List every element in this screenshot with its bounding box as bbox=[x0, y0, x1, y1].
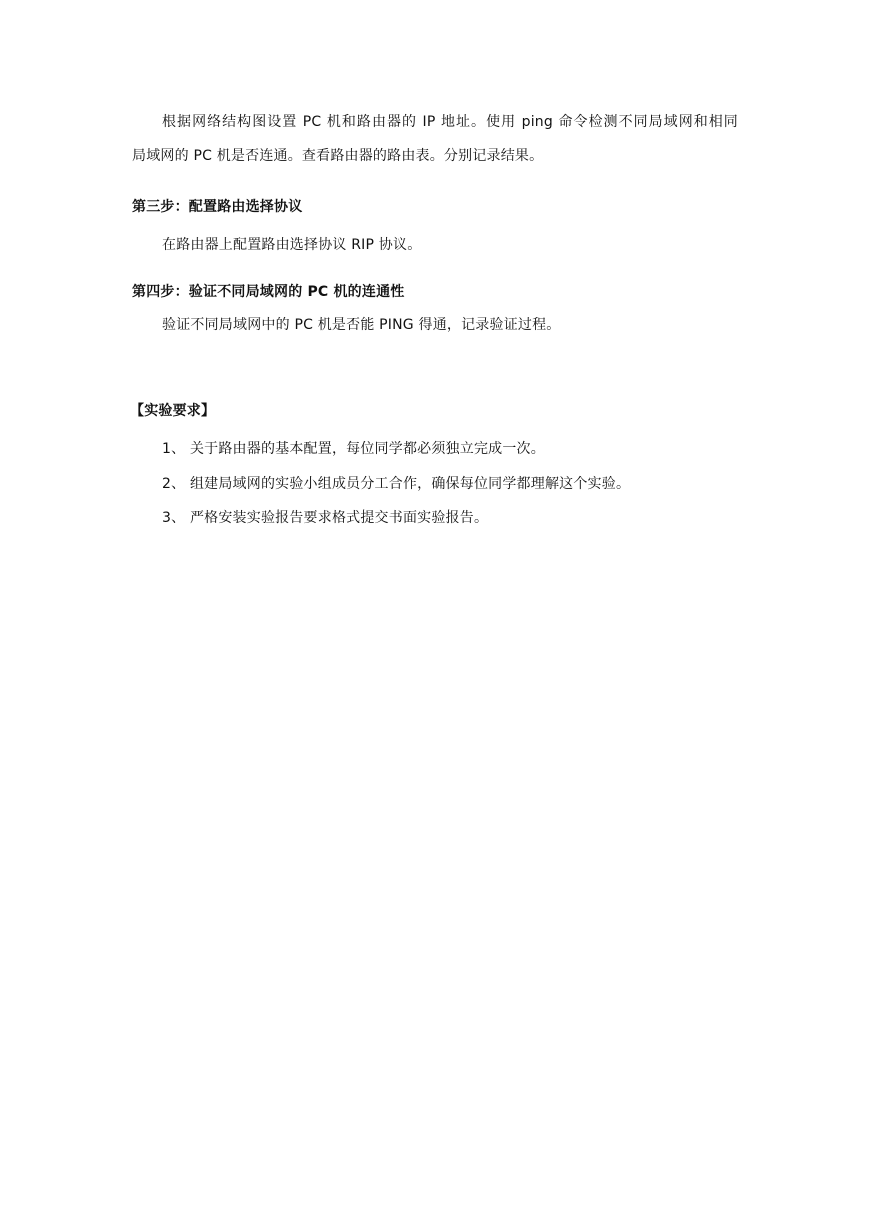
step-3-body: 在路由器上配置路由选择协议 RIP 协议。 bbox=[162, 237, 422, 253]
requirement-item: 2、 组建局域网的实验小组成员分工合作，确保每位同学都理解这个实验。 bbox=[162, 476, 631, 492]
requirements-heading: 【实验要求】 bbox=[130, 403, 216, 419]
intro-line-2: 局域网的 PC 机是否连通。查看路由器的路由表。分别记录结果。 bbox=[132, 148, 544, 164]
step-3-heading: 第三步：配置路由选择协议 bbox=[132, 199, 303, 215]
requirement-item: 1、 关于路由器的基本配置，每位同学都必须独立完成一次。 bbox=[162, 441, 545, 457]
step-4-heading: 第四步：验证不同局域网的 PC 机的连通性 bbox=[132, 284, 405, 300]
intro-line-1: 根据网络结构图设置 PC 机和路由器的 IP 地址。使用 ping 命令检测不同局域网和相同 bbox=[162, 114, 738, 130]
requirement-item: 3、 严格安装实验报告要求格式提交书面实验报告。 bbox=[162, 510, 489, 526]
step-4-body: 验证不同局域网中的 PC 机是否能 PING 得通，记录验证过程。 bbox=[162, 317, 561, 333]
